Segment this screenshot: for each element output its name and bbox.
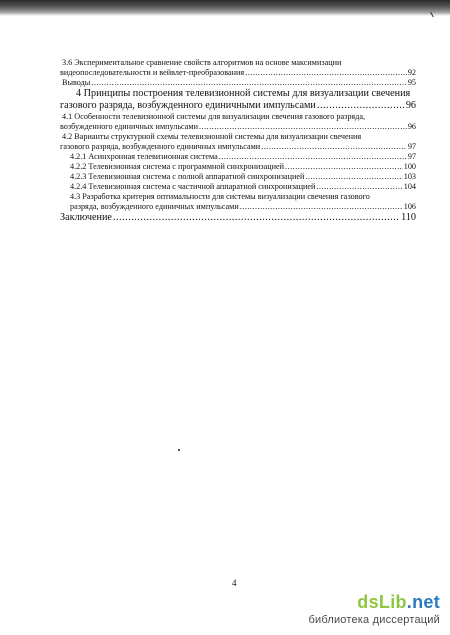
- toc-leader-dots: [91, 78, 407, 88]
- toc-leader-dots: [317, 100, 405, 112]
- toc-entry-title: возбужденного единичных импульсами: [60, 122, 198, 131]
- toc-entry-title: Выводы: [62, 78, 91, 87]
- watermark-logo: [283, 592, 448, 632]
- toc-leader-dots: [219, 152, 407, 162]
- watermark-brand: dsLib.net: [357, 592, 440, 612]
- toc-page-number: 95: [407, 78, 416, 87]
- scan-speck: [178, 449, 180, 451]
- toc-entry-title: газового разряда, возбужденного единичными импульсами: [60, 100, 316, 111]
- toc-page-number: 106: [403, 202, 416, 211]
- toc-leader-dots: [285, 162, 403, 172]
- toc-page-number: 92: [407, 68, 416, 77]
- toc-leader-dots: [240, 202, 403, 212]
- watermark-tagline: библиотека диссертаций: [308, 614, 440, 626]
- toc-entry: [60, 58, 416, 78]
- toc-entry-title: разряда, возбужденного единичных импульсами: [70, 202, 239, 211]
- toc-leader-dots: [199, 122, 407, 132]
- toc-entry: [60, 172, 416, 182]
- toc-entry-title: 4.2.4 Телевизионная система с частичной аппаратной синхронизацией: [70, 182, 316, 191]
- toc-leader-dots: [245, 68, 407, 78]
- toc-entry-title: 4.2.3 Телевизионная система с полной аппаратной синхронизацией: [70, 172, 305, 181]
- toc-page-number: 110: [401, 212, 416, 223]
- toc-entry-title: 4.2.1 Асинхронная телевизионная система: [70, 152, 218, 161]
- table-of-contents: [60, 58, 416, 224]
- toc-entry-title: Заключение: [60, 212, 112, 223]
- toc-entry: [60, 162, 416, 172]
- toc-leader-dots: [305, 172, 402, 182]
- toc-page-number: 97: [407, 142, 416, 151]
- toc-entry-title: 4.2.2 Телевизионная система с программной синхронизацией: [70, 162, 284, 171]
- toc-entry: [60, 88, 416, 112]
- toc-leader-dots: [316, 182, 402, 192]
- toc-page-number: 97: [407, 152, 416, 161]
- toc-entry-title: 4.2 Варианты структурной схемы телевизионной системы для визуализации свечения: [62, 132, 362, 141]
- toc-entry-title: видеопоследовательности и вейвлет-преобразования: [60, 68, 245, 77]
- toc-entry: [60, 212, 416, 224]
- toc-entry-title: 4.1 Особенности телевизионной системы для визуализации свечения газового разряда,: [62, 112, 366, 121]
- toc-entry: [60, 152, 416, 162]
- toc-entry: [60, 112, 416, 132]
- toc-entry: [60, 78, 416, 88]
- toc-leader-dots: [261, 142, 407, 152]
- page-number: 4: [232, 578, 237, 588]
- toc-entry-title: газового разряда, возбужденного единичных импульсами: [60, 142, 261, 151]
- toc-entry-title: 4 Принципы построения телевизионной системы для визуализации свечения: [76, 88, 411, 99]
- toc-entry: [60, 182, 416, 192]
- toc-leader-dots: [113, 212, 400, 224]
- toc-entry: [60, 192, 416, 212]
- toc-page-number: 96: [407, 122, 416, 131]
- toc-page-number: 104: [403, 182, 416, 191]
- toc-entry-title: 4.3 Разработка критерия оптимальности для системы визуализации свечения газового: [70, 192, 370, 201]
- toc-entry: [60, 132, 416, 152]
- toc-page-number: 103: [403, 172, 416, 181]
- toc-page-number: 100: [403, 162, 416, 171]
- scan-edge-shadow: [0, 0, 450, 16]
- toc-entry-title: 3.6 Экспериментальное сравнение свойств алгоритмов на основе максимизации: [62, 58, 342, 67]
- toc-page-number: 96: [405, 100, 416, 111]
